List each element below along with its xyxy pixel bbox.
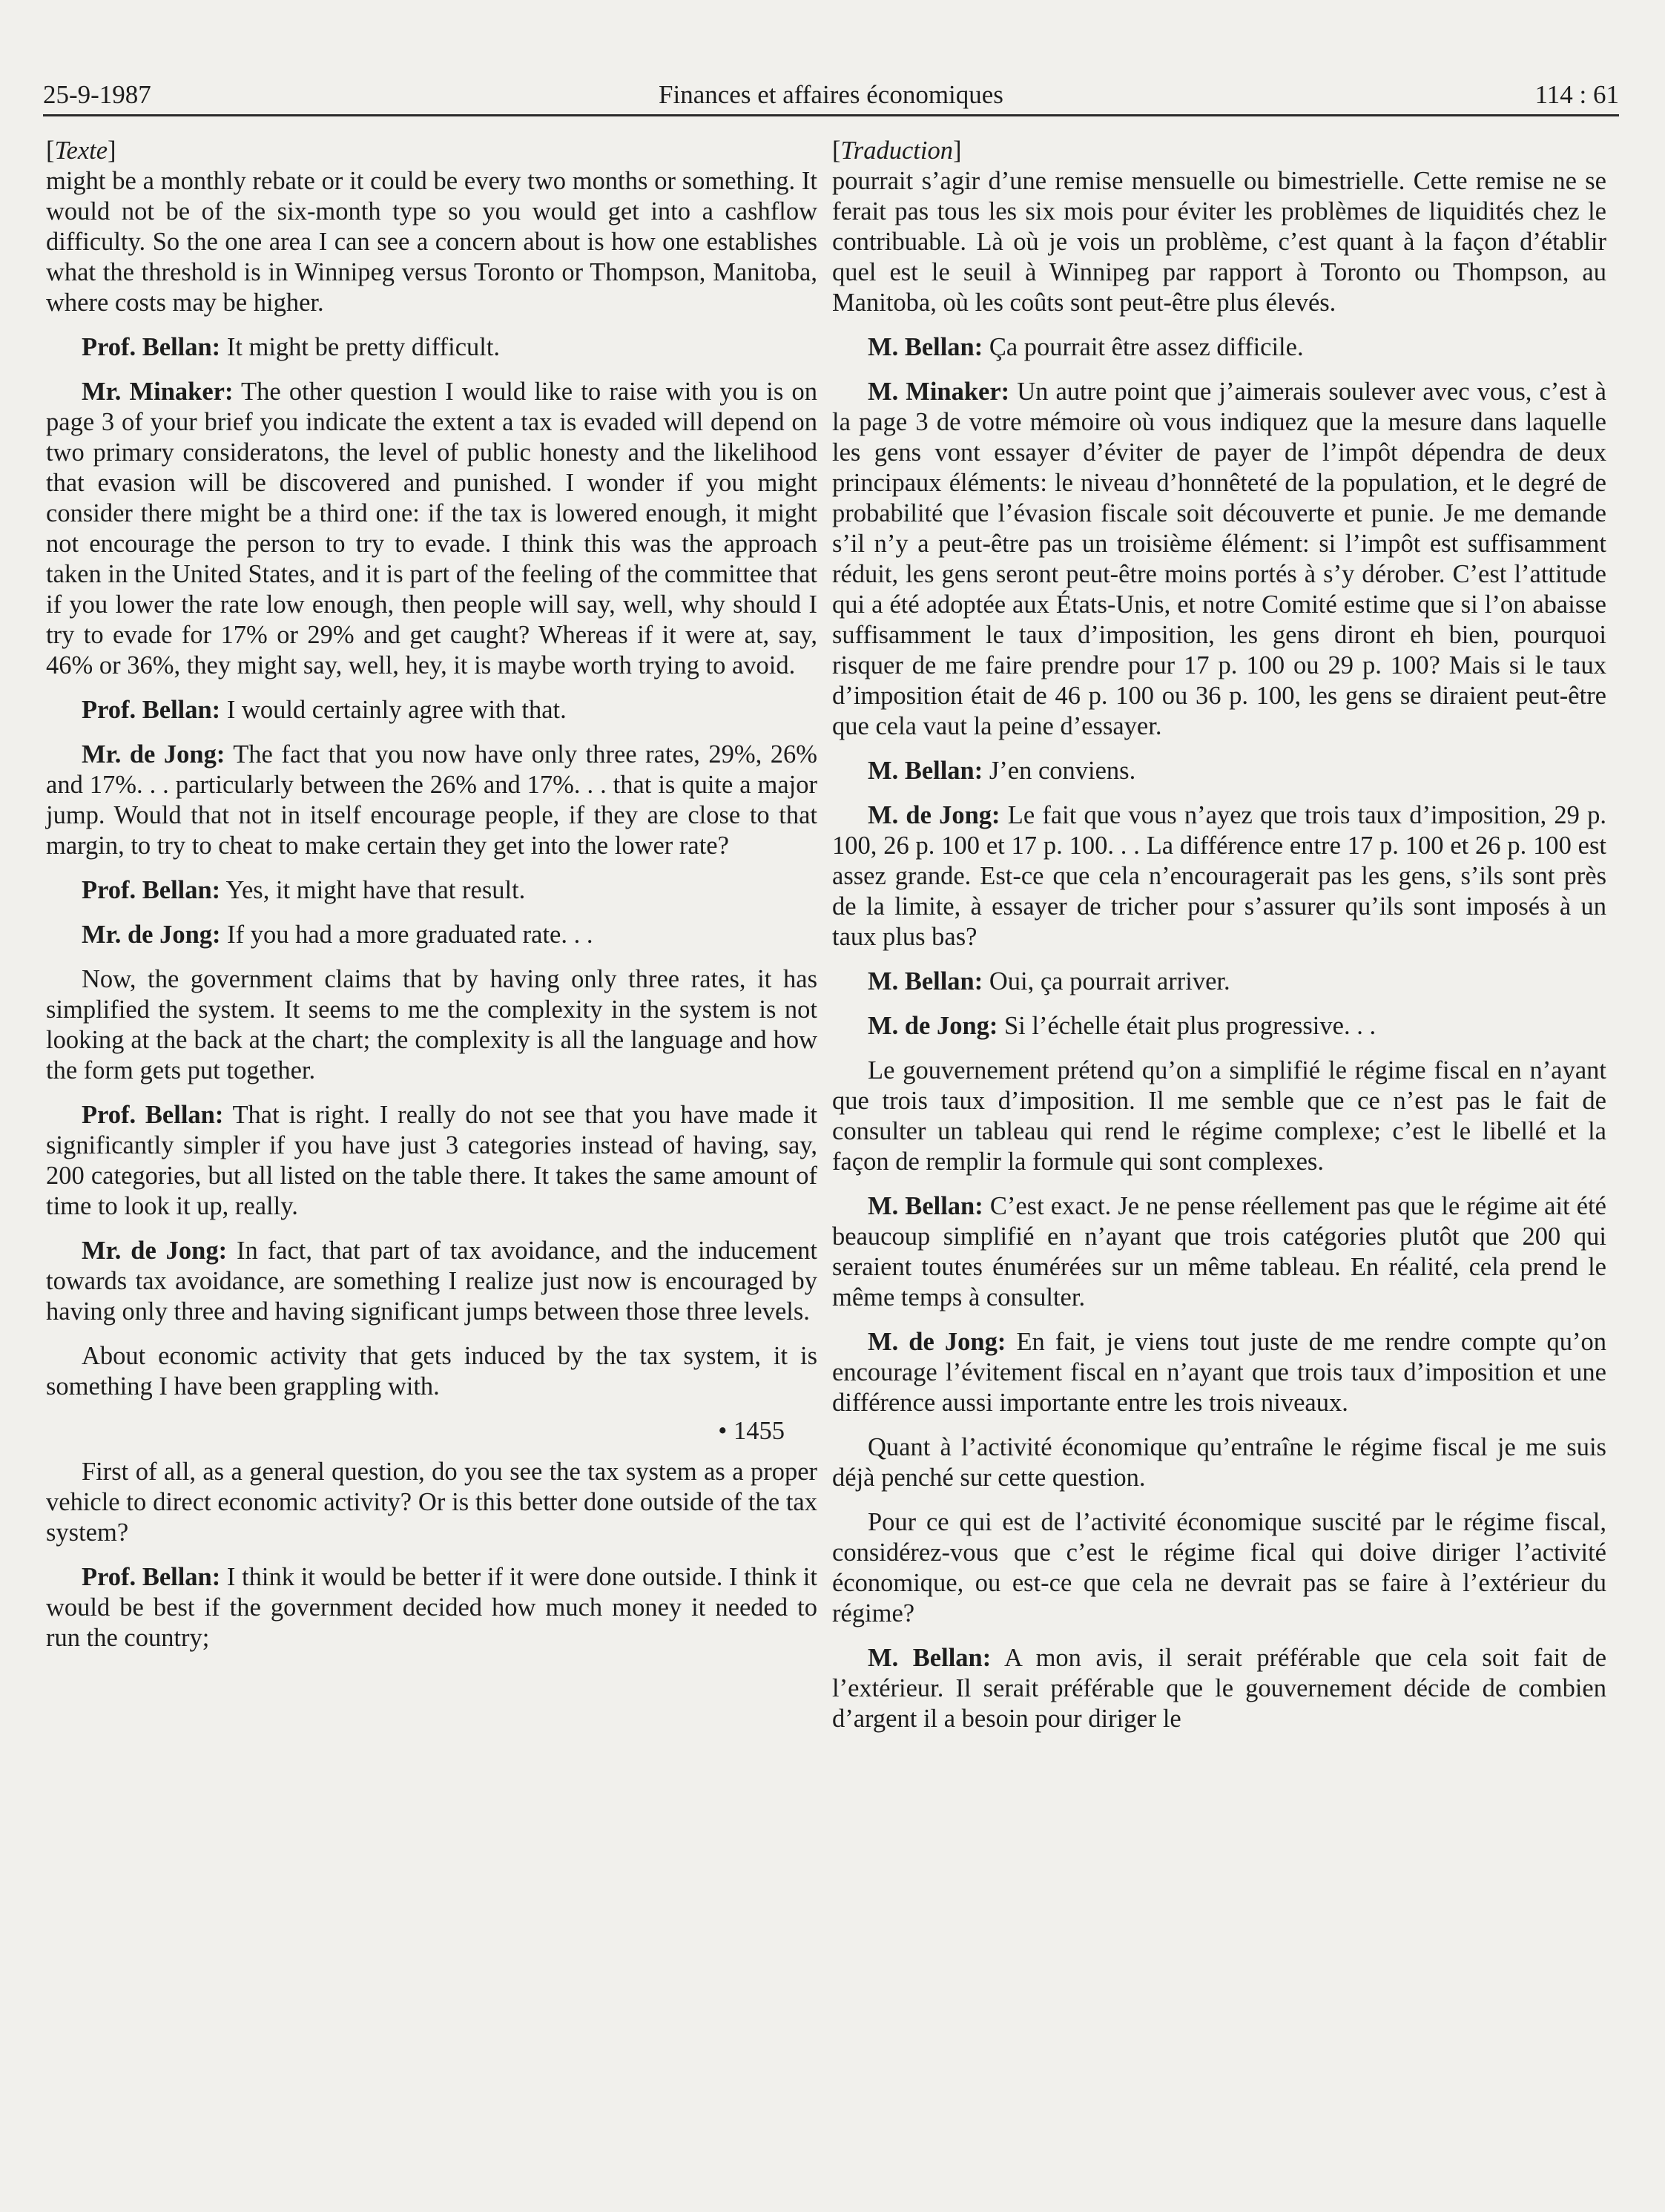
paragraph: Mr. de Jong: In fact, that part of tax avoidance, and the inducement towards tax avoidance, are something I realize just now is encouraged by having only three and having significant jumps between those three levels.	[46, 1237, 818, 1326]
paragraph: Prof. Bellan: Yes, it might have that result.	[82, 876, 526, 904]
paragraph: Mr. de Jong: If you had a more graduated rate. . .	[82, 921, 593, 949]
paragraph: Now, the government claims that by having only three rates, it has simplified the system. It seems to me the complexity in the system is not looking at the back at the chart; the complexity is all the language and how the form gets put together.	[46, 965, 817, 1084]
speaker-name: M. Bellan:	[868, 1644, 992, 1672]
speaker-name: Mr. Minaker:	[82, 378, 234, 406]
header-page-number: 114 : 61	[1534, 80, 1619, 109]
paragraph: M. Minaker: Un autre point que j’aimerais soulever avec vous, c’est à la page 3 de votre mémoire où vous indiquez que la mesure dans laquelle les gens vont essayer d’éviter de payer de l’impôt dépendra de deux principaux éléments: le niveau d’honnêteté de la population, et le degré de probabilité que l’évasion fiscale soit découverte et punie. Je me demande s’il n’y a peut-être pas un troisième élément: si l’impôt est suffisamment réduit, les gens seront peut-être moins portés à s’y dérober. C’est l’attitude qui a été adoptée aux États-Unis, et notre Comité estime que si l’on abaisse suffisamment le taux d’imposition, les gens diront eh bien, pourquoi risquer de me faire prendre pour 17 p. 100 ou 29 p. 100? Mais si le taux d’imposition était de 46 p. 100 ou 36 p. 100, les gens se diraient peut-être que cela vaut la peine d’essayer.	[832, 378, 1606, 740]
paragraph: M. de Jong: Le fait que vous n’ayez que trois taux d’imposition, 29 p. 100, 26 p. 100 et 17 p. 100. . . La différence entre 17 p. 100 et 26 p. 100 est assez grande. Est-ce que cela n’encouragerait pas les gens, s’ils sont près de la limite, à essayer de tricher pour s’assurer qu’ils sont imposés à un taux plus bas?	[832, 801, 1606, 951]
page-header	[43, 73, 1619, 116]
speaker-name: M. de Jong:	[868, 1328, 1006, 1356]
speaker-name: M. Bellan:	[868, 967, 983, 995]
paragraph: Quant à l’activité économique qu’entraîne le régime fiscal je me suis déjà penché sur cette question.	[832, 1433, 1606, 1492]
english-column	[46, 136, 817, 1668]
paragraph: M. Bellan: A mon avis, il serait préférable que cela soit fait de l’extérieur. Il serait préférable que le gouvernement décide de combien d’argent il a besoin pour diriger le	[832, 1644, 1607, 1733]
paragraph: Mr. Minaker: The other question I would like to raise with you is on page 3 of your brief you indicate the extent a tax is evaded will depend on two primary consideratons, the level of public honesty and the likelihood that evasion will be discovered and punished. I wonder if you might consider there might be a third one: if the tax is lowered enough, it might not encourage the person to try to evade. I think this was the approach taken in the United States, and it is part of the feeling of the committee that if you lower the rate low enough, then people will say, well, why should I try to evade for 17% or 29% and get caught? Whereas if it were at, say, 46% or 36%, they might say, well, hey, it is maybe worth trying to avoid.	[46, 378, 817, 679]
language-tag: [Traduction]	[832, 136, 962, 165]
paragraph: might be a monthly rebate or it could be every two months or something. It would not be of the six-month type so you would get into a cashflow difficulty. So the one area I can see a concern about is how one establishes what the threshold is in Winnipeg versus Toronto or Thompson, Manitoba, where costs may be higher.	[46, 167, 817, 317]
paragraph: M. de Jong: En fait, je viens tout juste de me rendre compte qu’on encourage l’évitement fiscal en n’ayant que trois taux d’imposition et une différence aussi importante entre les trois niveaux.	[832, 1328, 1606, 1417]
speaker-name: M. Bellan:	[868, 1192, 983, 1220]
paragraph: Prof. Bellan: It might be pretty difficult.	[82, 333, 501, 361]
speaker-name: Prof. Bellan:	[82, 1563, 221, 1591]
speaker-name: Prof. Bellan:	[82, 333, 221, 361]
speaker-name: Prof. Bellan:	[82, 876, 221, 904]
paragraph: First of all, as a general question, do you see the tax system as a proper vehicle to direct economic activity? Or is this better done outside of the tax system?	[46, 1458, 817, 1547]
paragraph: Prof. Bellan: That is right. I really do not see that you have made it significantly simpler if you have just 3 categories instead of having, say, 200 categories, but all listed on the table there. It takes the same amount of time to look it up, really.	[46, 1101, 817, 1220]
language-tag: [Texte]	[46, 136, 116, 165]
paragraph: pourrait s’agir d’une remise mensuelle ou bimestrielle. Cette remise ne se ferait pas tous les six mois pour éviter les problèmes de liquidités chez le contribuable. Là où je vois un problème, c’est quant à la façon d’établir quel est le seuil à Winnipeg par rapport à Toronto ou Thompson, au Manitoba, où les coûts sont peut-être plus élevés.	[832, 167, 1606, 317]
paragraph: M. Bellan: Ça pourrait être assez difficile.	[868, 333, 1304, 361]
french-column	[832, 136, 1606, 1748]
paragraph: M. Bellan: J’en conviens.	[868, 757, 1136, 785]
paragraph: Le gouvernement prétend qu’on a simplifié le régime fiscal en n’ayant que trois taux d’imposition. Il me semble que ce n’est pas le fait de consulter un tableau qui rend le régime complexe; c’est le libellé et la façon de remplir la formule qui sont complexes.	[832, 1056, 1606, 1176]
speaker-name: M. de Jong:	[868, 1012, 998, 1040]
paragraph: About economic activity that gets induced by the tax system, it is something I have been grappling with.	[46, 1342, 817, 1400]
speaker-name: M. Minaker:	[868, 378, 1010, 406]
speaker-name: M. Bellan:	[868, 333, 983, 361]
header-date: 25-9-1987	[43, 80, 151, 109]
speaker-name: Mr. de Jong:	[82, 740, 225, 768]
paragraph: M. Bellan: C’est exact. Je ne pense réellement pas que le régime ait été beaucoup simplifié en n’ayant que trois catégories plutôt que 200 qui seraient toutes énumérées sur un même tableau. En réalité, cela prend le même temps à consulter.	[832, 1192, 1606, 1311]
speaker-name: M. Bellan:	[868, 757, 983, 785]
header-title: Finances et affaires économiques	[659, 80, 1003, 109]
time-marker: • 1455	[718, 1417, 785, 1445]
paragraph: Mr. de Jong: The fact that you now have only three rates, 29%, 26% and 17%. . . particularly between the 26% and 17%. . . that is quite a major jump. Would that not in itself encourage people, if they are close to that margin, to try to cheat to make certain they get into the lower rate?	[46, 740, 818, 860]
paragraph: Prof. Bellan: I would certainly agree with that.	[82, 696, 567, 724]
paragraph: M. Bellan: Oui, ça pourrait arriver.	[868, 967, 1230, 995]
speaker-name: Prof. Bellan:	[82, 1101, 224, 1129]
speaker-name: Mr. de Jong:	[82, 921, 221, 949]
speaker-name: Mr. de Jong:	[82, 1237, 228, 1265]
speaker-name: M. de Jong:	[868, 801, 1000, 829]
paragraph: M. de Jong: Si l’échelle était plus progressive. . .	[868, 1012, 1376, 1040]
paragraph: Prof. Bellan: I think it would be better if it were done outside. I think it would be best if the government decided how much money it needed to run the country;	[46, 1563, 817, 1652]
speaker-name: Prof. Bellan:	[82, 696, 221, 724]
paragraph: Pour ce qui est de l’activité économique suscité par le régime fiscal, considérez-vous que c’est le régime fical qui doive diriger l’activité économique, ou est-ce que cela ne devrait pas se faire à l’extérieur du régime?	[832, 1508, 1606, 1627]
